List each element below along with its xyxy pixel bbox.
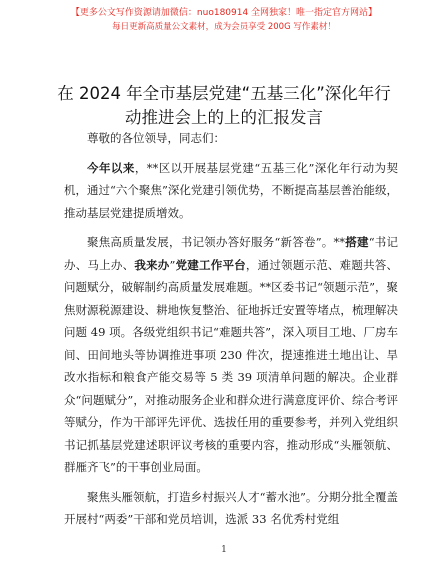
document-body (64, 127, 398, 538)
title-line-2: 动推进会上的上的汇报发言 (125, 108, 323, 127)
paragraph-2-text-2: “书记办、马上办、 (64, 235, 398, 272)
title-line-1: 在 2024 年全市基层党建“五基三化”深化年行 (57, 84, 391, 103)
promo-banner (0, 6, 448, 34)
paragraph-2-bold-2: 我来办 (134, 257, 170, 272)
salutation: 尊敬的各位领导，同志们： (87, 131, 225, 145)
paragraph-2-bold-3: 党建工作平台 (175, 257, 246, 272)
paragraph-2-text-3: ” (169, 257, 176, 272)
paragraph-2-bold-1: 搭建 (345, 235, 369, 249)
paragraph-1-text: ，**区以开展基层党建“五基三化”深化年行动为契机，通过“六个聚焦”深化党建引领优势，不断提高基层善治能级，推动基层党建提质增效。 (64, 160, 398, 220)
promo-banner-line-1: 【更多公文写作资源请加微信：nuo180914 全网独家！唯一指定官方网站】 (70, 8, 378, 18)
paragraph-2 (64, 231, 398, 479)
paragraph-1-lead: 今年以来 (87, 160, 135, 175)
paragraph-2-text-1: 聚焦高质量发展，书记领办答好服务“新答卷”。** (87, 235, 346, 249)
paragraph-2-text-4: ，通过领题示范、难题共答、问题赋分，破解制约高质量发展难题。**区委书记“领题示范”，聚焦财源税源建设、耕地恢复整治、征地拆迁安置等堵点，梳理解决问题 49 项。各级党组织书记“难题共答”，深入项目工地、厂房车间、田间地头等协调推进事项 230 件次，提速推进土地出让、旱改水指标和粮食产能交易等 5 类 39 项清单问题的解决。企业群众“问题赋分”，对推动服务企业和群众进行满意度评价、综合考评等赋分，作为干部评先评优、选拔任用的重要参考，并列入党组织书记抓基层党建述职评议考核的重要内容，推动形成“头雁领航、群雁齐飞”的干事创业局面。 (64, 257, 399, 474)
page-number: 1 (221, 545, 227, 555)
paragraph-1 (64, 157, 398, 225)
document-title (0, 82, 448, 130)
promo-banner-line-2: 每日更新高质量公文素材，成为会员享受 200G 写作素材！ (112, 22, 336, 32)
paragraph-3: 聚焦头雁领航，打造乡村振兴人才“蓄水池”。分期分批全覆盖开展村“两委”干部和党员培训，选派 33 名优秀村党组 (64, 489, 398, 526)
